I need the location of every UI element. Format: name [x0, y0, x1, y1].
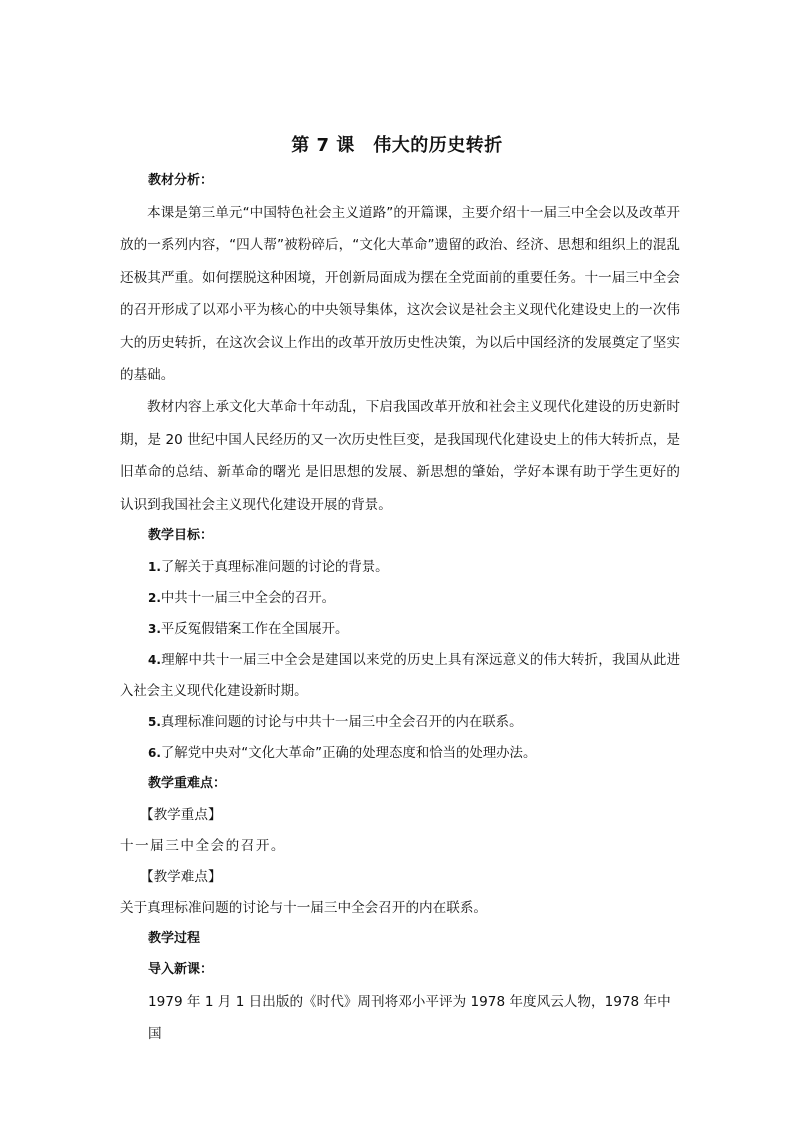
objective-number: 4.	[148, 653, 161, 668]
objective-text: 中共十一届三中全会的召开。	[160, 591, 335, 607]
objective-item	[120, 614, 680, 645]
key-point-text: 十一届三中全会的召开。	[120, 838, 287, 855]
lesson-title: 第 7 课 伟大的历史转折	[291, 135, 503, 156]
difficulty-text: 关于真理标准问题的讨论与十一届三中全会召开的内在联系。	[120, 900, 488, 917]
objective-number: 6.	[148, 746, 161, 761]
analysis-paragraph-1: 本课是第三单元“中国特色社会主义道路”的开篇课，主要介绍十一届三中全会以及改革开放的一系列内容，“四人帮”被粉碎后，“文化大革命”遗留的政治、经济、思想和组织上的混乱还极其严重。如何摆脱这种困境，开创新局面成为摆在全党面前的重要任务。十一届三中全会的召开形成了以邓小平为核心的中央领导集体，这次会议是社会主义现代化建设史上的一次伟大的历史转折，在这次会议上作出的改革开放历史性决策，为以后中国经济的发展奠定了坚实的基础。	[120, 205, 680, 384]
objective-text: 了解关于真理标准问题的讨论的背景。	[160, 560, 389, 576]
objective-text: 平反冤假错案工作在全国展开。	[160, 622, 349, 638]
process-heading: 教学过程	[148, 931, 201, 947]
objective-text: 了解党中央对“文化大革命”正确的处理态度和恰当的处理办法。	[160, 746, 537, 762]
objectives-heading: 教学目标：	[148, 528, 214, 544]
objective-text: 真理标准问题的讨论与中共十一届三中全会召开的内在联系。	[160, 715, 523, 731]
objective-item	[120, 738, 680, 769]
objective-item	[120, 707, 680, 738]
intro-text: 1979 年 1 月 1 日出版的《时代》周刊将邓小平评为 1978 年度风云人物，1978 年中国	[148, 994, 671, 1043]
objective-number: 5.	[148, 715, 161, 730]
intro-heading: 导入新课：	[148, 962, 214, 978]
objective-item	[120, 552, 680, 583]
document-body	[120, 166, 680, 1050]
objective-number: 2.	[148, 591, 161, 606]
keypoints-heading: 教学重难点：	[148, 776, 227, 792]
objective-item	[120, 645, 680, 707]
analysis-heading: 教材分析：	[148, 173, 214, 188]
objective-item	[120, 583, 680, 614]
objective-number: 1.	[148, 560, 161, 575]
objective-text: 理解中共十一届三中全会是建国以来党的历史上具有深远意义的伟大转折，我国从此进入社会主义现代化建设新时期。	[120, 653, 680, 700]
objective-number: 3.	[148, 622, 161, 637]
analysis-paragraph-2: 教材内容上承文化大革命十年动乱，下启我国改革开放和社会主义现代化建设的历史新时期，是 20 世纪中国人民经历的又一次历史性巨变，是我国现代化建设史上的伟大转折点，是旧革命的总结、新革命的曙光 是旧思想的发展、新思想的肇始，学好本课有助于学生更好的认识到我国社会主义现代化建设开展的背景。	[120, 399, 680, 513]
difficulty-label: 【教学难点】	[140, 869, 222, 886]
key-point-label: 【教学重点】	[140, 807, 222, 824]
